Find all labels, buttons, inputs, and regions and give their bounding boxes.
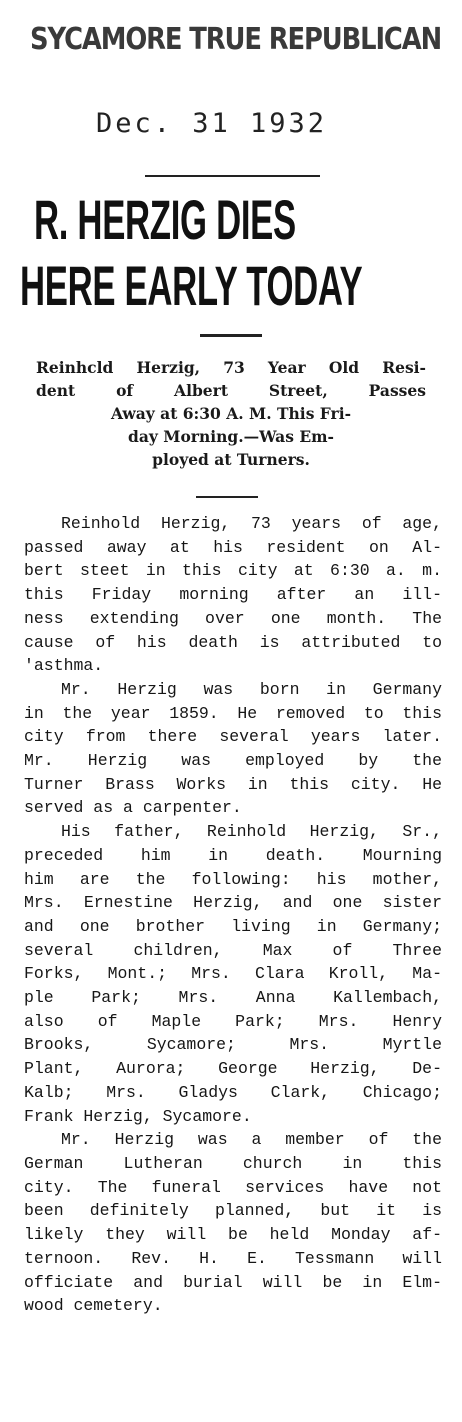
article-line: Mr. Herzig was a member of the bbox=[61, 1130, 442, 1150]
article-line: His father, Reinhold Herzig, Sr., bbox=[61, 822, 442, 842]
article-line: passed away at his resident on Al- bbox=[24, 537, 442, 557]
article-line: Mrs. Ernestine Herzig, and one sister bbox=[24, 893, 442, 913]
article-line: served as a carpenter. bbox=[24, 798, 242, 818]
article-line: Brooks, Sycamore; Mrs. Myrtle bbox=[24, 1035, 442, 1055]
deck-line: Away at 6:30 A. M. This Fri- bbox=[110, 404, 352, 423]
article-line: ternoon. Rev. H. E. Tessmann will bbox=[24, 1248, 442, 1268]
article-line: ness extending over one month. The bbox=[24, 608, 442, 628]
article-line: Turner Brass Works in this city. He bbox=[24, 774, 442, 794]
subheadline-deck bbox=[36, 356, 426, 471]
article-line: Forks, Mont.; Mrs. Clara Kroll, Ma- bbox=[24, 964, 442, 984]
article-line: preceded him in death. Mourning bbox=[24, 845, 442, 865]
article-line: Mr. Herzig was employed by the bbox=[24, 751, 442, 771]
headline-line-2: HERE EARLY TODAY bbox=[20, 254, 363, 317]
article-line: him are the following: his mother, bbox=[24, 869, 442, 889]
deck-line: Reinhcld Herzig, 73 Year Old Resi- bbox=[36, 358, 426, 377]
rule-above-headline bbox=[145, 175, 320, 177]
rule-below-deck bbox=[196, 496, 258, 498]
article-line: Kalb; Mrs. Gladys Clark, Chicago; bbox=[24, 1082, 442, 1102]
newspaper-masthead: SYCAMORE TRUE REPUBLICAN bbox=[30, 22, 442, 57]
article-line: ple Park; Mrs. Anna Kallembach, bbox=[24, 988, 442, 1008]
article-line: several children, Max of Three bbox=[24, 940, 442, 960]
deck-line: ployed at Turners. bbox=[152, 450, 310, 469]
article-line: city from there several years later. bbox=[24, 727, 442, 747]
dateline: Dec. 31 1932 bbox=[96, 108, 328, 139]
article-line: likely they will be held Monday af- bbox=[24, 1225, 442, 1245]
article-line: Mr. Herzig was born in Germany bbox=[61, 679, 442, 699]
article-line: Reinhold Herzig, 73 years of age, bbox=[61, 514, 442, 533]
article-line: 'asthma. bbox=[24, 656, 104, 676]
headline-line-1: R. HERZIG DIES bbox=[34, 188, 296, 251]
article-line: officiate and burial will be in Elm- bbox=[24, 1272, 442, 1292]
article-line: this Friday morning after an ill- bbox=[24, 585, 442, 605]
article-line: in the year 1859. He removed to this bbox=[24, 703, 442, 723]
article-line: Plant, Aurora; George Herzig, De- bbox=[24, 1059, 442, 1079]
article-line: been definitely planned, but it is bbox=[24, 1201, 442, 1221]
article-line: city. The funeral services have not bbox=[24, 1177, 442, 1197]
article-line: also of Maple Park; Mrs. Henry bbox=[24, 1011, 442, 1031]
deck-line: dent of Albert Street, Passes bbox=[36, 381, 426, 400]
article-line: bert steet in this city at 6:30 a. m. bbox=[24, 561, 442, 581]
rule-below-headline bbox=[200, 334, 262, 337]
article-line: Frank Herzig, Sycamore. bbox=[24, 1106, 252, 1126]
deck-line: day Morning.—Was Em- bbox=[128, 427, 334, 446]
article-line: and one brother living in Germany; bbox=[24, 916, 442, 936]
article-line: German Lutheran church in this bbox=[24, 1153, 442, 1173]
article-line: cause of his death is attributed to bbox=[24, 632, 442, 652]
article-line: wood cemetery. bbox=[24, 1296, 163, 1316]
article-body bbox=[24, 512, 442, 1318]
